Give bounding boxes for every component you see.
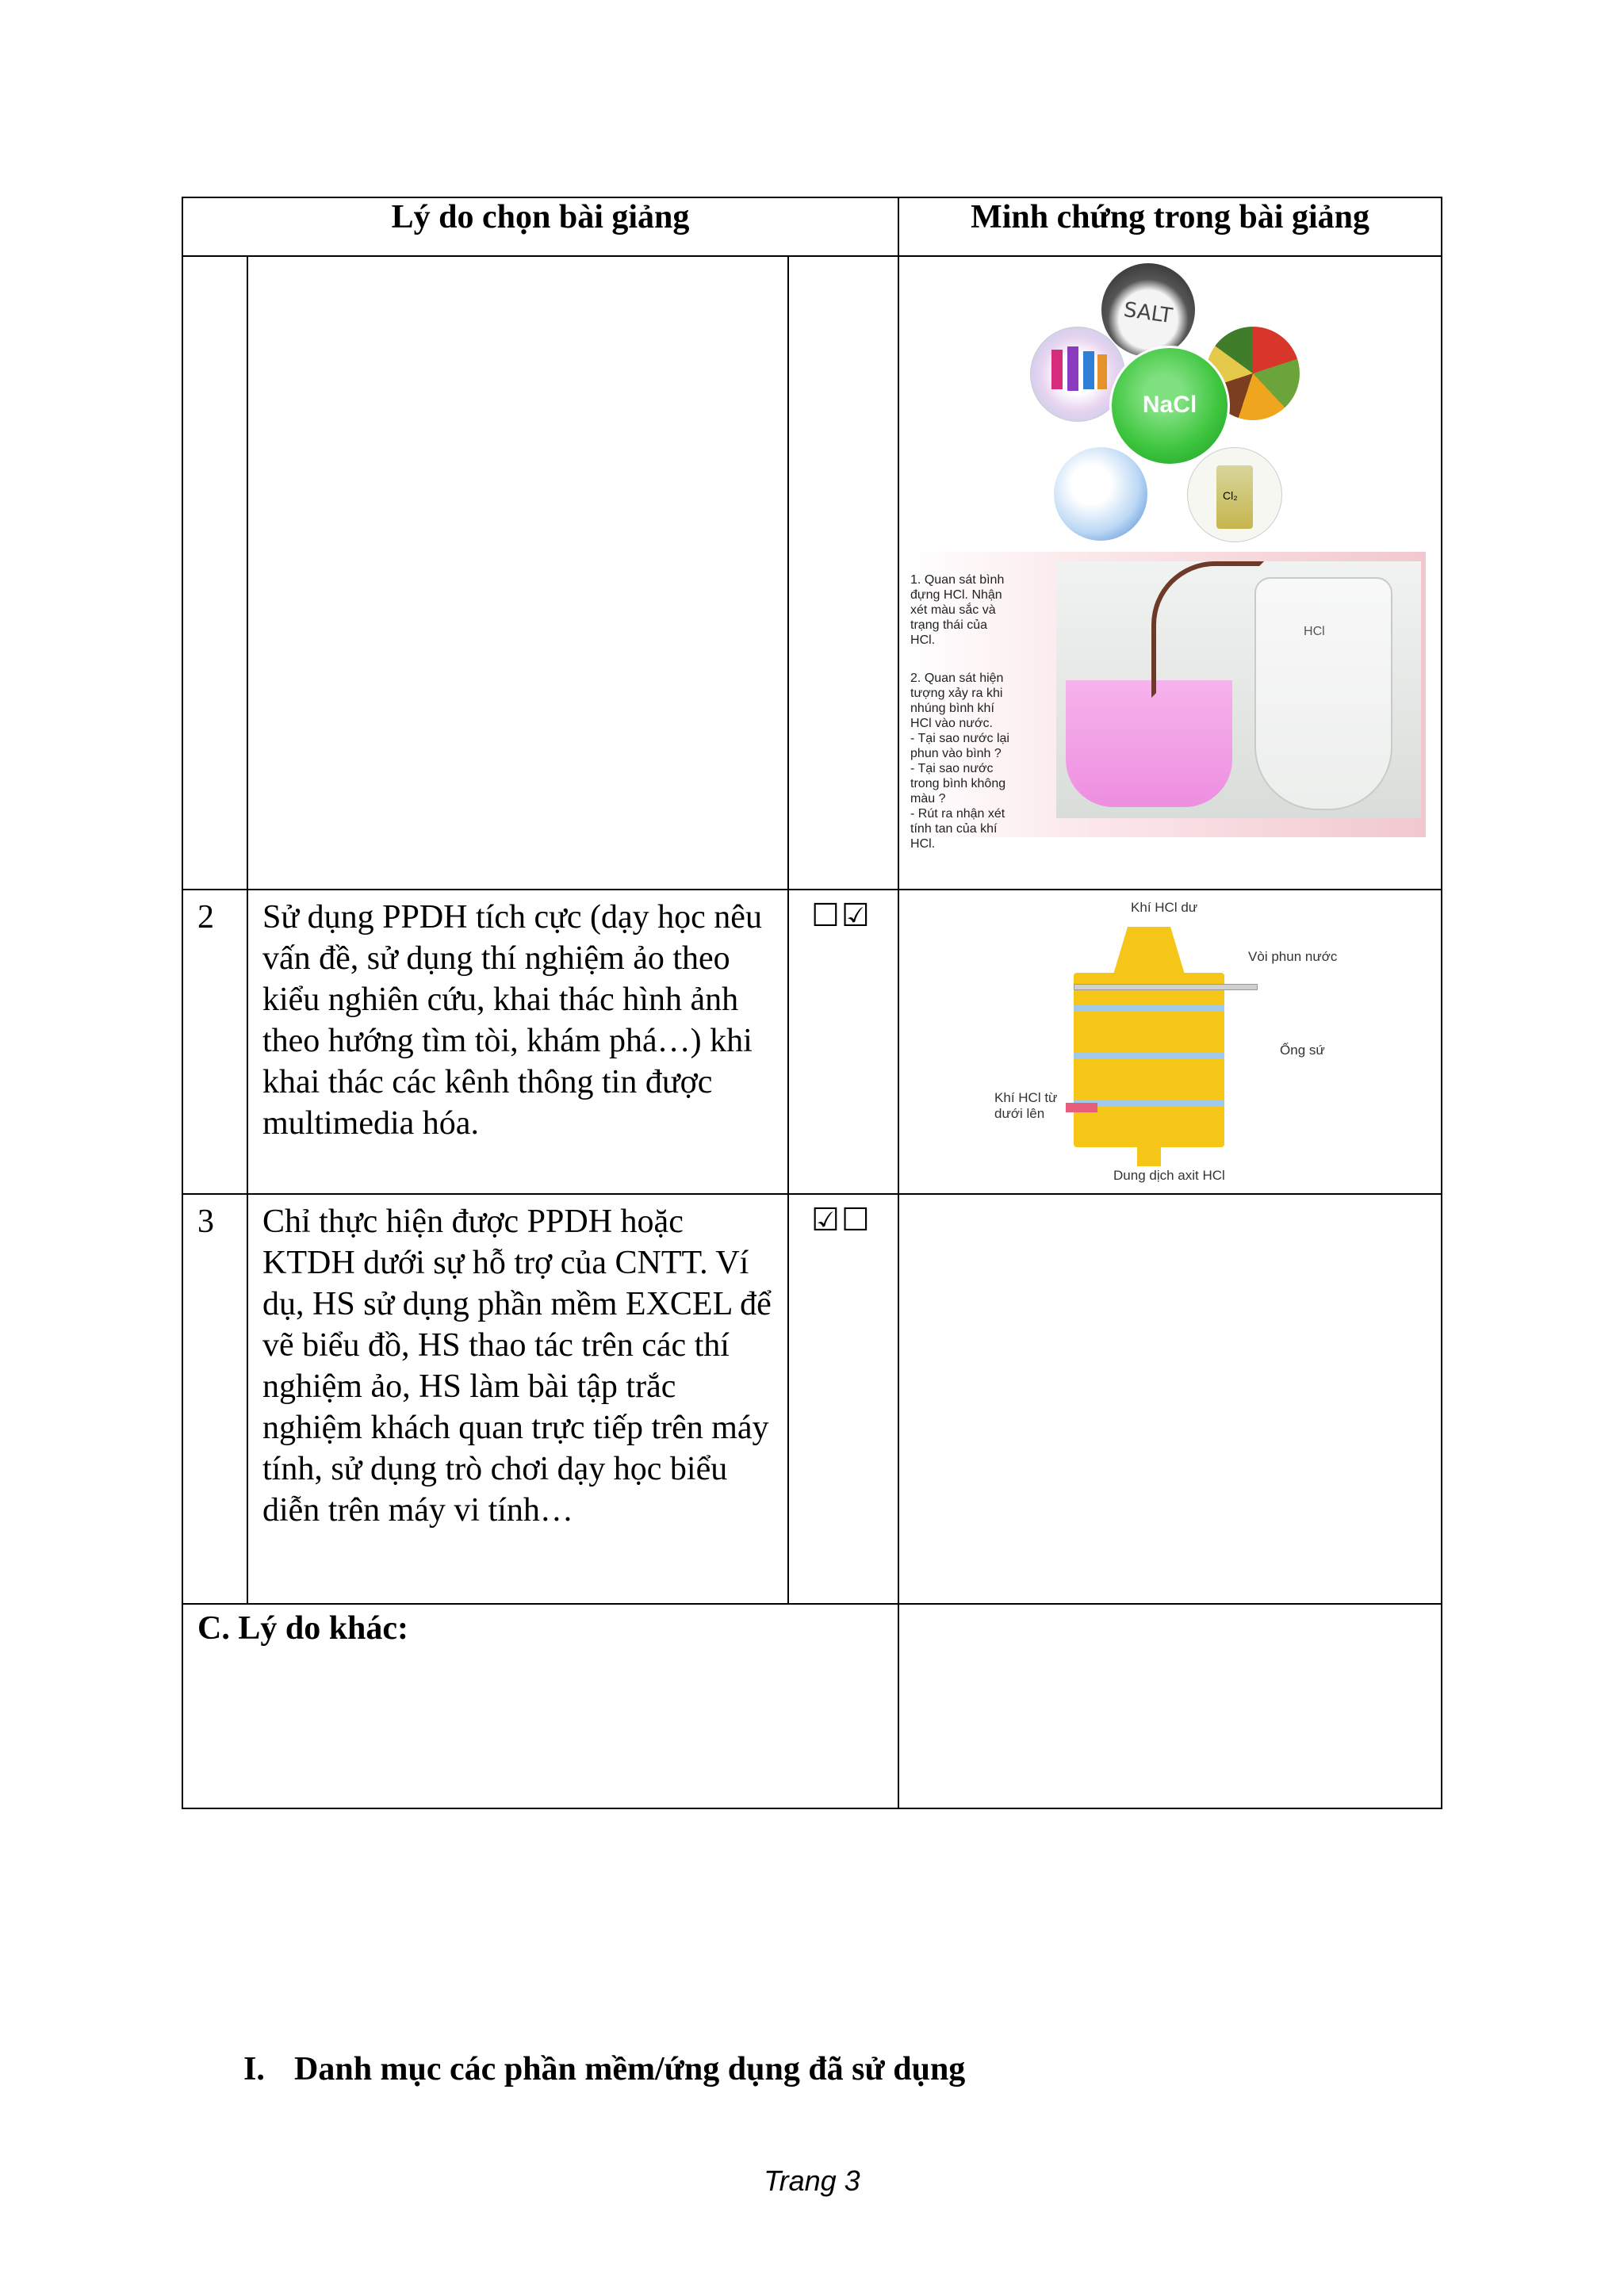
evaluation-table bbox=[182, 197, 1442, 1809]
header-evidence: Minh chứng trong bài giảng bbox=[898, 197, 1442, 256]
table-row bbox=[182, 256, 1442, 890]
nacl-label: NaCl bbox=[1142, 392, 1197, 418]
tube bbox=[1151, 561, 1264, 698]
beaker-pink-solution bbox=[1066, 680, 1232, 807]
heading-title: Danh mục các phần mềm/ứng dụng đã sử dụng bbox=[294, 2051, 966, 2087]
heading-roman: I. bbox=[243, 2051, 265, 2087]
label-water-spray: Vòi phun nước bbox=[1248, 949, 1338, 964]
inlet-arrow bbox=[1066, 1103, 1097, 1112]
chlorine-bottle-photo bbox=[1187, 447, 1282, 542]
reason-text: Chỉ thực hiện được PPDH hoặc KTDH dưới sự hỗ trợ của CNTT. Ví dụ, HS sử dụng phần mềm EXCEL để vẽ biểu đồ, HS thao tác trên các thí nghiệm ảo, HS làm bài tập trắc nghiệm khách quan trực tiếp trên máy tính, sử dụng trò chơi dạy học biểu diễn trên máy vi tính… bbox=[247, 1194, 788, 1604]
evidence-cell bbox=[898, 1604, 1442, 1808]
header-reason: Lý do chọn bài giảng bbox=[182, 197, 898, 256]
other-reasons-label: C. Lý do khác: bbox=[182, 1604, 898, 1808]
salt-label: SALT bbox=[1122, 297, 1174, 329]
table-row bbox=[182, 1604, 1442, 1808]
hcl-experiment-slide bbox=[910, 552, 1426, 851]
salt-photo bbox=[1101, 263, 1195, 357]
checkbox-cell bbox=[788, 256, 898, 890]
row-number-cell bbox=[182, 256, 247, 890]
reason-cell bbox=[247, 256, 788, 890]
label-ceramic-pipe: Ống sứ bbox=[1280, 1043, 1325, 1058]
hcl-flask-label: HCl bbox=[1304, 625, 1325, 638]
flask bbox=[1254, 577, 1392, 810]
cl2-label: Cl₂ bbox=[1223, 489, 1238, 502]
spray-pipe bbox=[1074, 984, 1258, 990]
nacl-center-circle bbox=[1109, 346, 1230, 466]
label-excess-hcl: Khí HCl dư bbox=[1131, 900, 1198, 915]
label-hcl-solution: Dung dịch axit HCl bbox=[1113, 1168, 1225, 1183]
section-heading bbox=[243, 2050, 965, 2088]
salt-crystals-photo bbox=[1054, 447, 1147, 541]
evidence-cell bbox=[898, 890, 1442, 1194]
table-row bbox=[182, 890, 1442, 1194]
tower-top bbox=[1113, 927, 1185, 974]
tower-outlet bbox=[1137, 1147, 1161, 1166]
evidence-cell bbox=[898, 256, 1442, 890]
slide-text-2: 2. Quan sát hiện tượng xảy ra khi nhúng bình khí HCl vào nước. - Tại sao nước lại phun vào bình ? - Tại sao nước trong bình không màu ? - Rút ra nhận xét tính tan của khí HCl. bbox=[910, 672, 1009, 851]
checkbox-pair[interactable]: ☐☑ bbox=[788, 890, 898, 1194]
evidence-cell bbox=[898, 1194, 1442, 1604]
absorption-tower-diagram bbox=[994, 895, 1359, 1188]
table-row bbox=[182, 1194, 1442, 1604]
row-number: 2 bbox=[182, 890, 247, 1194]
nacl-uses-image bbox=[1030, 263, 1300, 541]
checkbox-pair[interactable]: ☑☐ bbox=[788, 1194, 898, 1604]
slide-text-1: 1. Quan sát bình đựng HCl. Nhận xét màu sắc và trạng thái của HCl. bbox=[910, 573, 1005, 647]
experiment-photo bbox=[1056, 561, 1421, 818]
tower-body bbox=[1074, 973, 1224, 1147]
row-number: 3 bbox=[182, 1194, 247, 1604]
page-footer: Trang 3 bbox=[764, 2164, 860, 2197]
label-hcl-inlet: Khí HCl từ dưới lên bbox=[994, 1090, 1058, 1121]
reason-text: Sử dụng PPDH tích cực (dạy học nêu vấn đề, sử dụng thí nghiệm ảo theo kiểu nghiên cứu, khai thác hình ảnh theo hướng tìm tòi, khám phá…) khi khai thác các kênh thông tin được multimedia hóa. bbox=[247, 890, 788, 1194]
